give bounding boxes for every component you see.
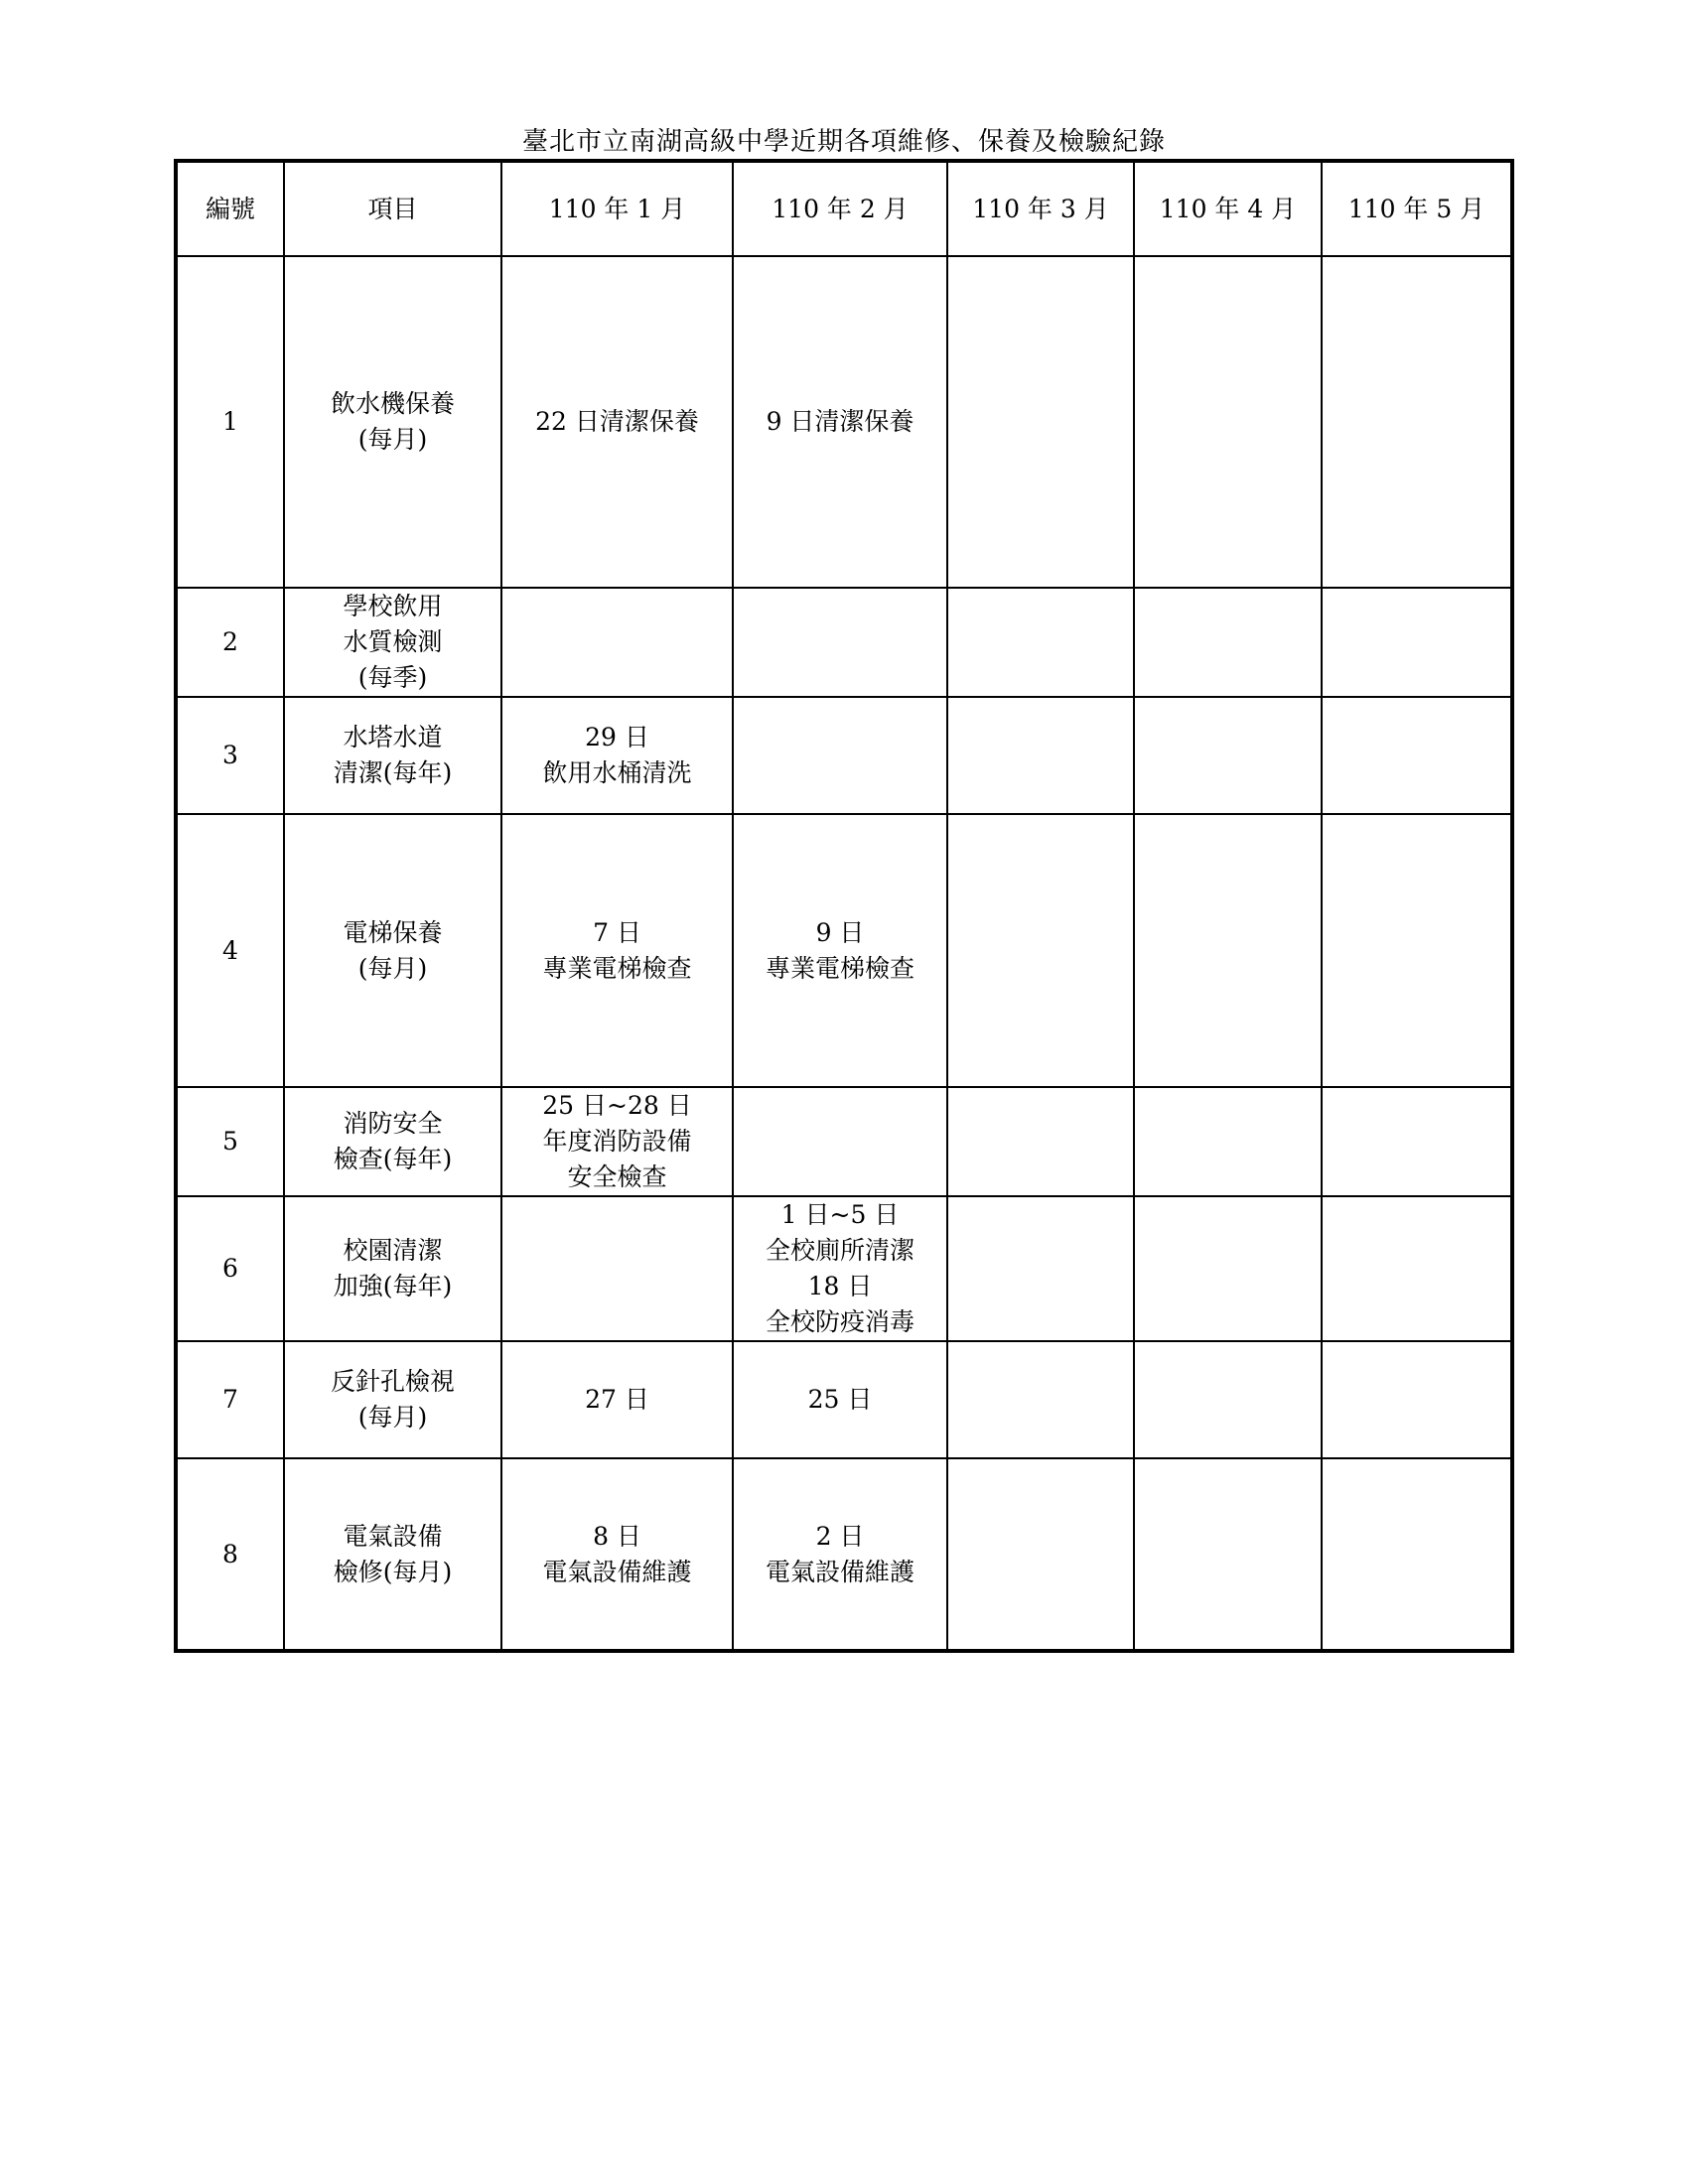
page-title: 臺北市立南湖高級中學近期各項維修、保養及檢驗紀錄: [521, 127, 1166, 157]
table-row: [176, 1341, 1512, 1458]
item-text: 校園清潔: [343, 1236, 443, 1265]
record-cell-m4: [1134, 256, 1322, 588]
item-text: 電氣設備: [343, 1521, 443, 1551]
item-cell: [284, 814, 501, 1087]
record-text: 25 日: [807, 1385, 873, 1414]
header-month-5: 110 年 5 月: [1322, 161, 1512, 256]
record-text: 8 日: [593, 1521, 641, 1551]
record-cell-m2: [733, 814, 947, 1087]
item-text: 飲水機保養: [330, 389, 455, 418]
row-number-cell: 8: [176, 1458, 284, 1651]
record-text: 29 日: [585, 723, 649, 751]
item-text: 水塔水道: [343, 723, 443, 751]
item-text: (每月): [357, 425, 428, 454]
header-month-3: 110 年 3 月: [947, 161, 1134, 256]
table-row: [176, 588, 1512, 697]
table-row: [176, 256, 1512, 588]
row-number-cell: 7: [176, 1341, 284, 1458]
record-cell-m4: [1134, 588, 1322, 697]
record-cell-m1: [501, 588, 733, 697]
item-text: 檢查(每年): [333, 1145, 453, 1173]
record-text: 飲用水桶清洗: [542, 758, 692, 787]
record-cell-m5: [1322, 256, 1512, 588]
record-cell-m3: [947, 1196, 1134, 1341]
record-cell-m3: [947, 814, 1134, 1087]
record-text: 22 日清潔保養: [535, 407, 699, 436]
row-number-cell: 5: [176, 1087, 284, 1196]
record-cell-m2: [733, 1196, 947, 1341]
record-cell-m4: [1134, 1458, 1322, 1651]
record-cell-m2: [733, 1458, 947, 1651]
item-text: (每季): [357, 663, 428, 692]
record-cell-m3: [947, 1087, 1134, 1196]
record-cell-m2: [733, 697, 947, 814]
table-row: [176, 814, 1512, 1087]
record-text: 7 日: [593, 917, 641, 947]
header-item: 項目: [284, 161, 501, 256]
item-text: 檢修(每月): [333, 1557, 453, 1586]
record-text: 25 日~28 日: [542, 1091, 692, 1120]
item-text: 加強(每年): [333, 1272, 453, 1300]
item-text: 反針孔檢視: [330, 1367, 455, 1396]
item-text: 消防安全: [343, 1109, 443, 1138]
record-cell-m1: [501, 1087, 733, 1196]
maintenance-records-table: [174, 159, 1514, 1653]
record-cell-m2: [733, 588, 947, 697]
record-text: 年度消防設備: [542, 1127, 692, 1156]
header-month-2: 110 年 2 月: [733, 161, 947, 256]
record-text: 安全檢查: [567, 1162, 667, 1191]
record-cell-m4: [1134, 697, 1322, 814]
record-cell-m3: [947, 1341, 1134, 1458]
table-row: [176, 1087, 1512, 1196]
records-body: [176, 256, 1512, 1651]
table-row: [176, 697, 1512, 814]
record-text: 專業電梯檢查: [542, 953, 692, 983]
record-cell-m2: [733, 1087, 947, 1196]
record-cell-m1: [501, 814, 733, 1087]
item-text: 水質檢測: [343, 627, 443, 656]
item-text: 清潔(每年): [333, 758, 453, 787]
record-text: 電氣設備維護: [542, 1557, 692, 1586]
item-text: (每月): [357, 1403, 428, 1432]
record-cell-m3: [947, 1458, 1134, 1651]
record-text: 全校廁所清潔: [765, 1236, 914, 1265]
record-cell-m1: [501, 1458, 733, 1651]
record-text: 1 日~5 日: [780, 1200, 900, 1229]
record-cell-m1: [501, 697, 733, 814]
row-number-cell: 4: [176, 814, 284, 1087]
record-cell-m4: [1134, 1087, 1322, 1196]
record-text: 電氣設備維護: [765, 1557, 914, 1586]
item-cell: [284, 1196, 501, 1341]
item-text: (每月): [357, 953, 428, 983]
table-row: [176, 1458, 1512, 1651]
record-cell-m3: [947, 697, 1134, 814]
row-number-cell: 6: [176, 1196, 284, 1341]
record-cell-m5: [1322, 814, 1512, 1087]
record-cell-m1: [501, 256, 733, 588]
record-text: 18 日: [807, 1272, 873, 1300]
record-text: 全校防疫消毒: [765, 1307, 914, 1336]
record-cell-m1: [501, 1196, 733, 1341]
record-cell-m5: [1322, 588, 1512, 697]
record-cell-m2: [733, 256, 947, 588]
row-number-cell: 3: [176, 697, 284, 814]
record-cell-m5: [1322, 1341, 1512, 1458]
record-text: 9 日: [815, 917, 865, 947]
table-row: [176, 1196, 1512, 1341]
record-cell-m5: [1322, 697, 1512, 814]
item-text: 電梯保養: [343, 917, 443, 947]
header-month-4: 110 年 4 月: [1134, 161, 1322, 256]
header-row: [176, 161, 1512, 256]
record-cell-m3: [947, 256, 1134, 588]
header-number: 編號: [176, 161, 284, 256]
item-cell: [284, 697, 501, 814]
row-number-cell: 1: [176, 256, 284, 588]
item-cell: [284, 588, 501, 697]
record-text: 專業電梯檢查: [765, 953, 914, 983]
record-cell-m5: [1322, 1458, 1512, 1651]
item-cell: [284, 256, 501, 588]
record-cell-m2: [733, 1341, 947, 1458]
item-cell: [284, 1458, 501, 1651]
record-cell-m5: [1322, 1196, 1512, 1341]
item-text: 學校飲用: [343, 592, 443, 620]
record-text: 9 日清潔保養: [766, 407, 914, 436]
record-cell-m4: [1134, 814, 1322, 1087]
record-text: 2 日: [815, 1521, 865, 1551]
record-text: 27 日: [585, 1385, 649, 1414]
record-cell-m1: [501, 1341, 733, 1458]
row-number-cell: 2: [176, 588, 284, 697]
record-cell-m4: [1134, 1341, 1322, 1458]
record-cell-m3: [947, 588, 1134, 697]
header-month-1: 110 年 1 月: [501, 161, 733, 256]
item-cell: [284, 1341, 501, 1458]
record-cell-m4: [1134, 1196, 1322, 1341]
item-cell: [284, 1087, 501, 1196]
record-cell-m5: [1322, 1087, 1512, 1196]
